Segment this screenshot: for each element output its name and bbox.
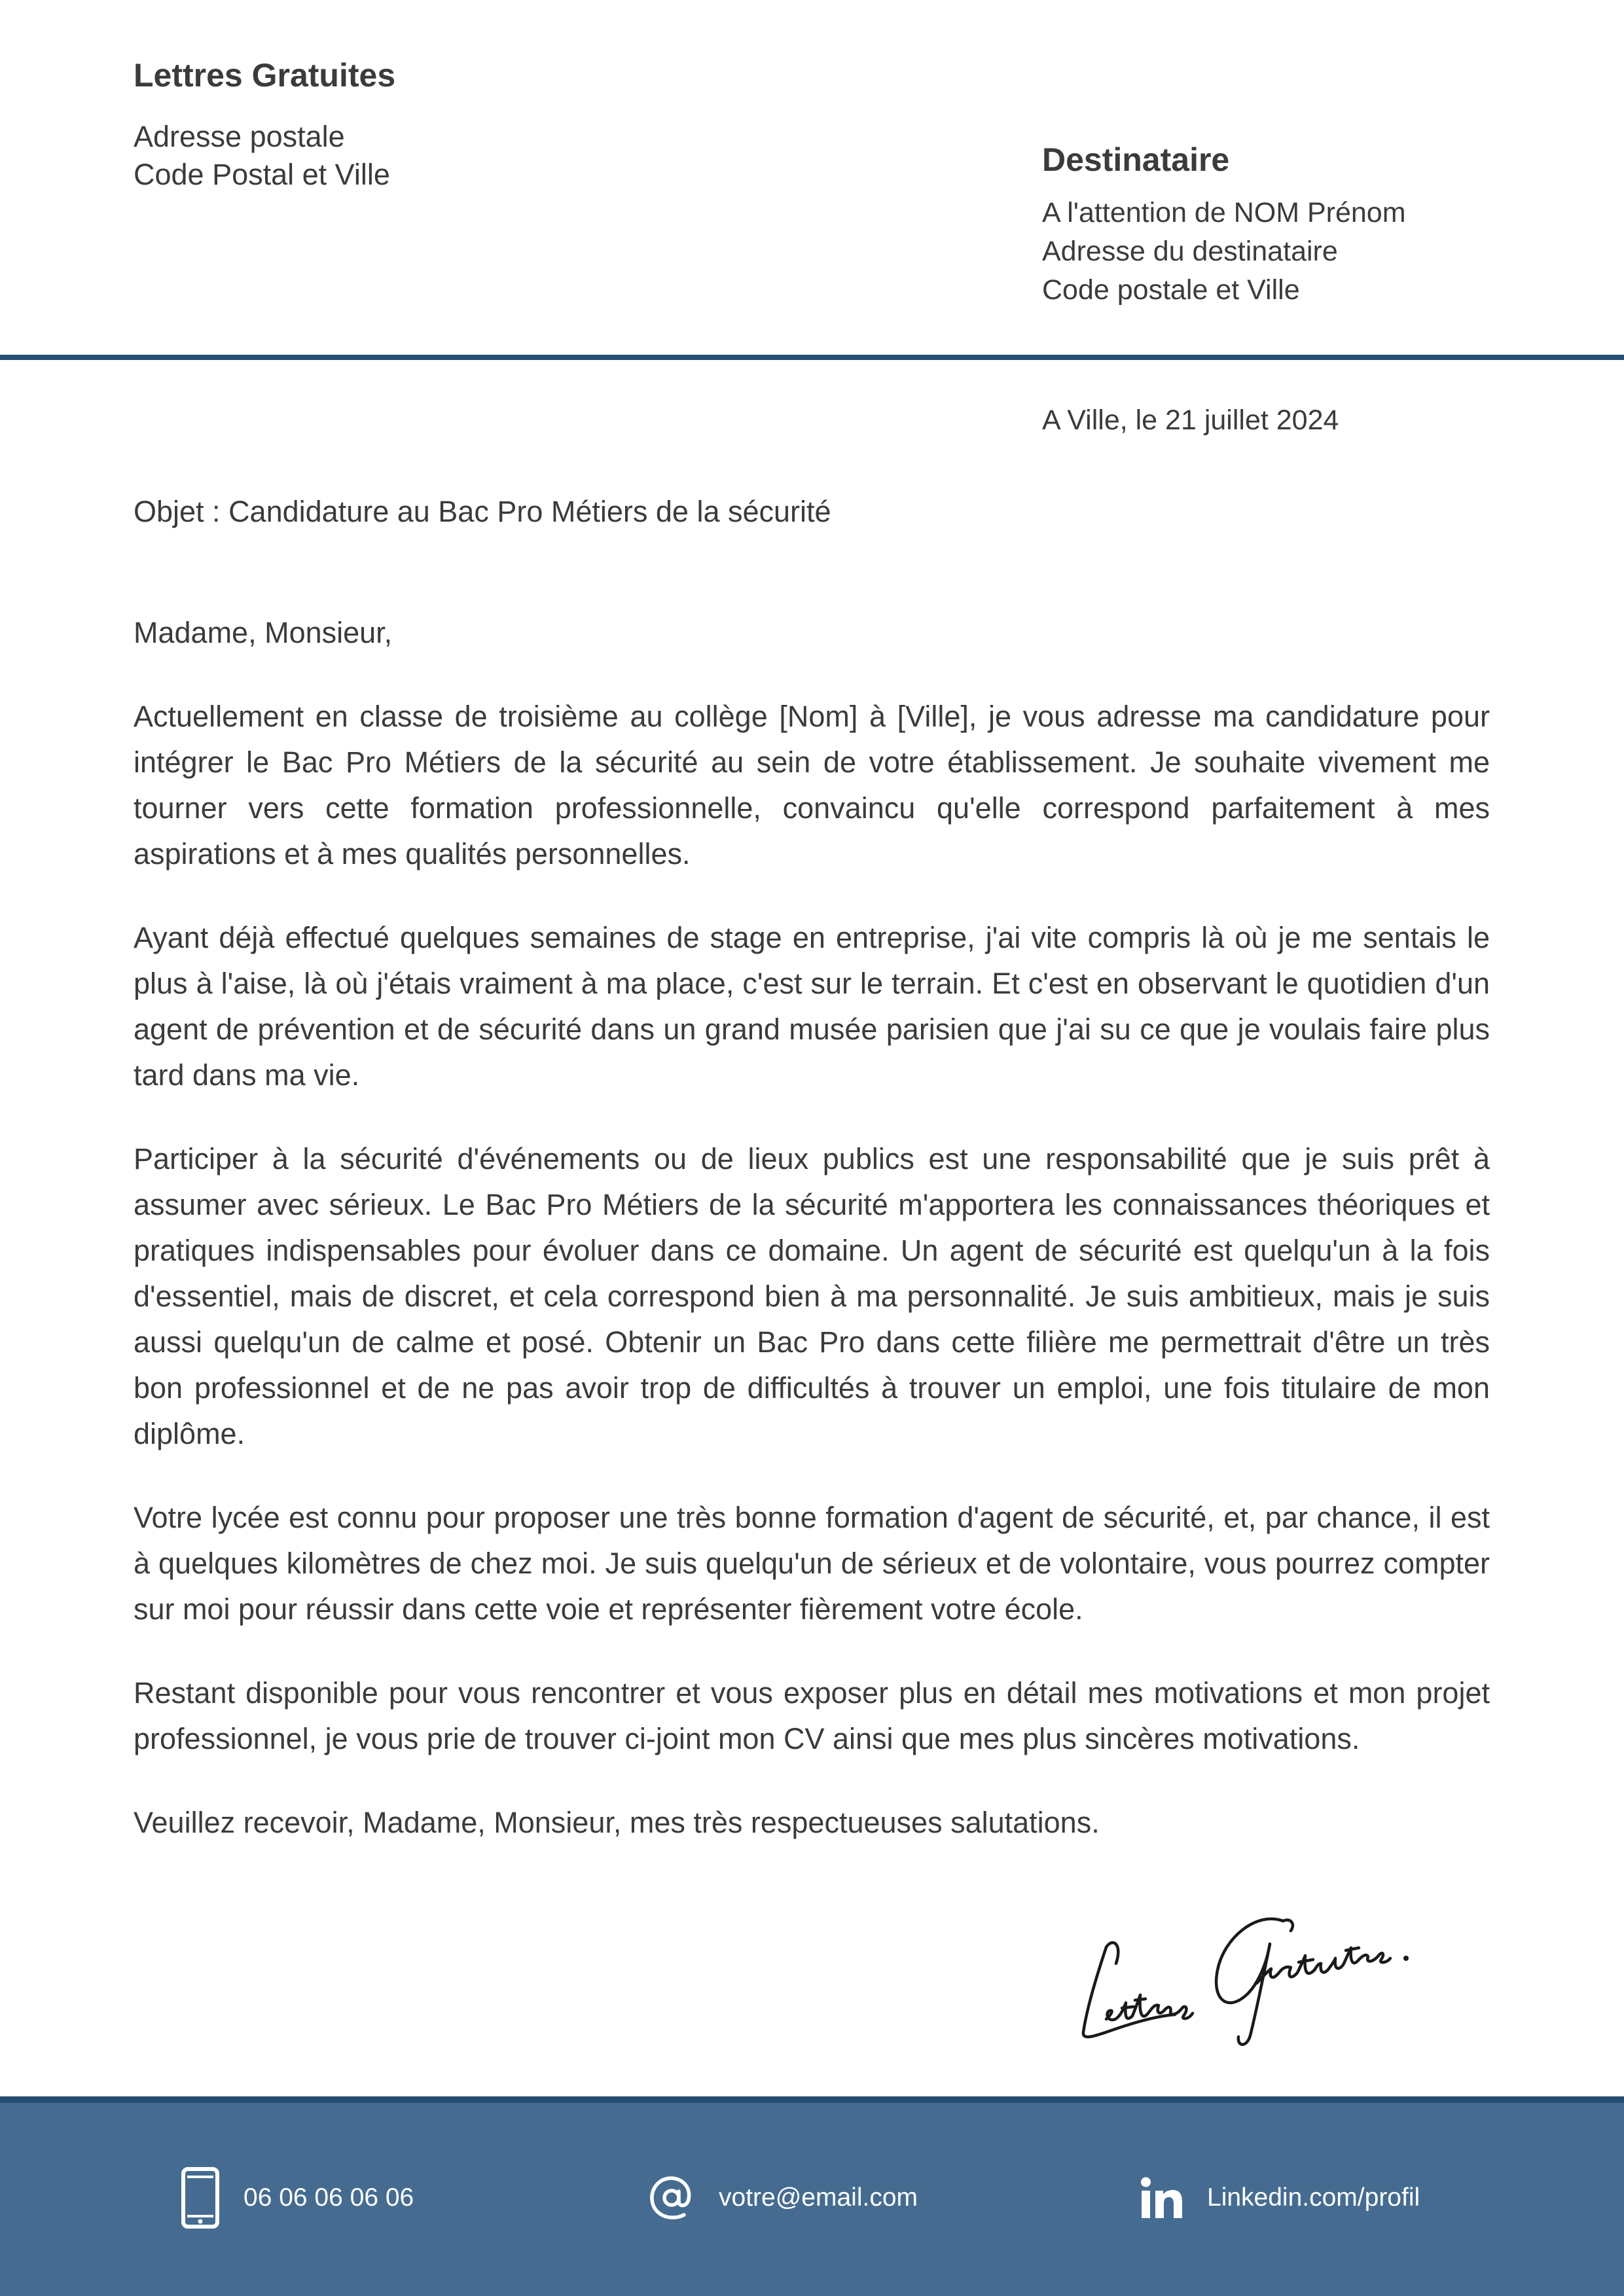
recipient-city: Code postale et Ville (1042, 274, 1300, 306)
header-divider (0, 355, 1624, 360)
letter-body (134, 610, 1490, 1884)
paragraph-1: Actuellement en classe de troisième au collège [Nom] à [Ville], je vous adresse ma candidature pour intégrer le Bac Pro Métiers de la sécurité au sein de votre établissement. Je souhaite vivement me tourner vers cette formation professionnelle, convaincu qu'elle correspond parfaitement à mes aspirations et à mes qualités personnelles. (134, 700, 1490, 870)
salutation: Madame, Monsieur, (134, 616, 393, 649)
linkedin-url: Linkedin.com/profil (1207, 2183, 1420, 2212)
handwritten-signature (1060, 1885, 1453, 2055)
recipient-title: Destinataire (1042, 141, 1230, 178)
phone-icon (181, 2166, 220, 2229)
linkedin-icon (1140, 2176, 1183, 2219)
at-sign-icon (648, 2174, 695, 2221)
contact-email (648, 2162, 918, 2234)
phone-number: 06 06 06 06 06 (244, 2183, 414, 2212)
sender-name: Lettres Gratuites (134, 57, 396, 94)
footer-divider (0, 2096, 1624, 2103)
contact-phone (181, 2162, 414, 2234)
closing-paragraph: Veuillez recevoir, Madame, Monsieur, mes très respectueuses salutations. (134, 1806, 1100, 1839)
recipient-block (1042, 136, 1579, 310)
paragraph-5: Restant disponible pour vous rencontrer et vous exposer plus en détail mes motivations et mon projet professionnel, je vous prie de trouver ci-joint mon CV ainsi que mes plus sincères motivations. (134, 1676, 1490, 1755)
email-address: votre@email.com (719, 2183, 918, 2212)
paragraph-3: Participer à la sécurité d'événements ou de lieux publics est une responsabilité que je suis prêt à assumer avec sérieux. Le Bac Pro Métiers de la sécurité m'apportera les connaissances théoriques et pratiques indispensables pour évoluer dans ce domaine. Un agent de sécurité est quelqu'un à la fois d'essentiel, mais de discret, et cela correspond bien à ma personnalité. Je suis ambitieux, mais je suis aussi quelqu'un de calme et posé. Obtenir un Bac Pro dans cette filière me permettrait d'être un très bon professionnel et de ne pas avoir trop de difficultés à trouver un emploi, une fois titulaire de mon diplôme. (134, 1142, 1490, 1450)
footer-contact-bar (0, 2096, 1624, 2296)
paragraph-4: Votre lycée est connu pour proposer une très bonne formation d'agent de sécurité, et, par chance, il est à quelques kilomètres de chez moi. Je suis quelqu'un de sérieux et de volontaire, vous pourrez compter sur moi pour réussir dans cette voie et représenter fièrement votre école. (134, 1501, 1490, 1626)
contact-linkedin (1140, 2162, 1420, 2234)
sender-city: Code Postal et Ville (134, 158, 390, 191)
recipient-address: Adresse du destinataire (1042, 236, 1338, 267)
sender-address: Adresse postale (134, 120, 345, 153)
sender-block (134, 52, 919, 194)
letter-subject: Objet : Candidature au Bac Pro Métiers de la sécurité (134, 495, 831, 528)
letter-date: A Ville, le 21 juillet 2024 (1042, 404, 1339, 436)
paragraph-2: Ayant déjà effectué quelques semaines de stage en entreprise, j'ai vite compris là où je me sentais le plus à l'aise, là où j'étais vraiment à ma place, c'est sur le terrain. Et c'est en observant le quotidien d'un agent de prévention et de sécurité dans un grand musée parisien que j'ai su ce que je voulais faire plus tard dans ma vie. (134, 921, 1490, 1092)
recipient-attention: A l'attention de NOM Prénom (1042, 197, 1406, 228)
